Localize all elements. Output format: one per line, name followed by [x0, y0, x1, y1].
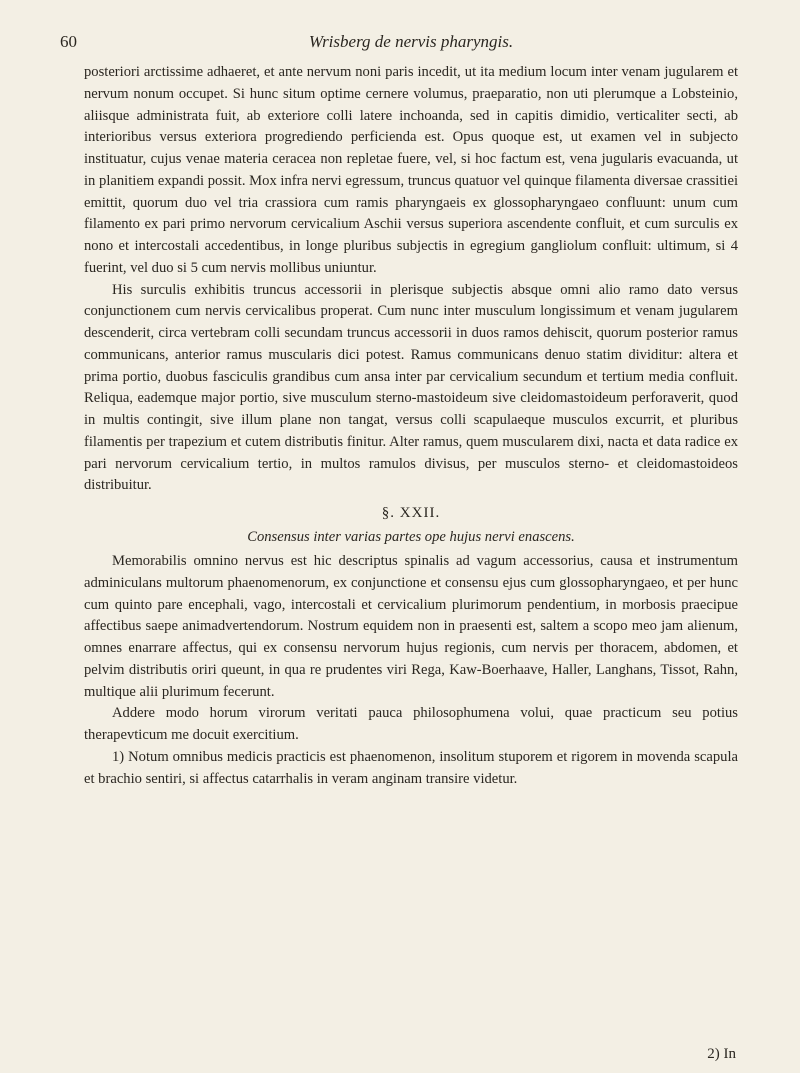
page-number: 60: [60, 32, 77, 51]
body-text: [84, 62, 738, 790]
paragraph: His surculis exhibitis truncus accessorii in plerisque subjectis absque omni alio ramo dato versus conjunctionem cum nervis cervicalibus properat. Cum nunc inter musculum longissimum et venam jugularem descenderit, circa vertebram colli secundam truncus accessorii in duos ramos dehiscit, quorum posterior ramus communicans, anterior ramus muscularis dici potest. Ramus communicans denuo statim dividitur: altera et prima portio, duobus fasciculis grandibus cum ansa inter par cervicalium secundum et tertium media confluit. Reliqua, eademque major portio, sive musculum sterno-mastoideum sive cleidomastoideum perforaverit, quod in multis contingit, sive illum plane non tangat, versus colli scapulaeque musculos excurrit, et pluribus filamentis per trapezium et cutem distributis finitur. Alter ramus, quem muscularem dixi, nacta et data radice ex pari nervorum cervicalium tertio, in multos ramulos divisus, per musculos sterno- et cleidomastoideos distribuitur.: [84, 281, 738, 494]
section-number: §. XXII.: [381, 505, 441, 521]
paragraph: Addere modo horum virorum veritati pauca philosophumena volui, quae practicum seu potius therapevticum me docuit exercitium.: [84, 705, 738, 743]
running-head: Wrisberg de nervis pharyngis.: [308, 32, 514, 51]
page-header: [60, 18, 738, 52]
section-title: Consensus inter varias partes ope hujus nervi enascens.: [247, 529, 575, 545]
catchword: 2) In: [707, 1046, 736, 1062]
paragraph: Memorabilis omnino nervus est hic descriptus spinalis ad vagum accessorius, causa et instrumentum adminiculans multorum phaenomenorum, ex conjunctione et consensu ejus cum glossopharyngaeo, et per hunc cum quinto pare encephali, vago, intercostali et cervicalium plurimorum pendentium, in morbosis praecipue affectibus saepe animadvertendorum. Nostrum equidem non in praesenti est, saltem a scopo meo jam alienum, omnes enarrare affectus, qui ex consensu nervorum hujus regionis, cum nervis per thoracem, abdomen, et pelvim distributis oriri queunt, in qua re prudentes viri Rega, Kaw-Boerhaave, Haller, Langhans, Tissot, Rahn, multique alii plurimum fecerunt.: [84, 553, 738, 700]
paragraph: 1) Notum omnibus medicis practicis est phaenomenon, insolitum stuporem et rigorem in movenda scapula et brachio sentiri, si affectus catarrhalis in veram anginam transire videtur.: [84, 748, 738, 787]
paragraph: posteriori arctissime adhaeret, et ante nervum noni paris incedit, ut ita medium locum inter venam jugularem et nervum nonum occupet. Si hunc situm optime cernere volumus, praeparatio, non uti plerumque a Lobsteinio, aliisque administrata fuit, ab exteriore colli latere inchoanda, sed in capitis dimidio, verticaliter secti, ab interioribus versus exteriora progrediendo perficienda est. Opus quoque est, ut examen vel in subjecto instituatur, cujus venae materia ceracea non repletae fuere, vel, si hoc factum est, vena jugularis evacuanda, ut in planitiem expandi possit. Mox infra nervi egressum, truncus quatuor vel quinque filamenta diversae crassitiei emittit, quorum duo vel tria crassiora cum ramis pharyngaeis ex glossopharyngaeo confluunt: unum cum filamento ex pari primo nervorum cervicalium Aschii versus superiora ascendente confluit, et cum surculis ex nono et intercostali accedentibus, in longe pluribus subjectis in egregium gangliolum confluit: ultimum, si 4 fuerint, vel duo si 5 cum nervis mollibus uniuntur.: [84, 64, 738, 276]
